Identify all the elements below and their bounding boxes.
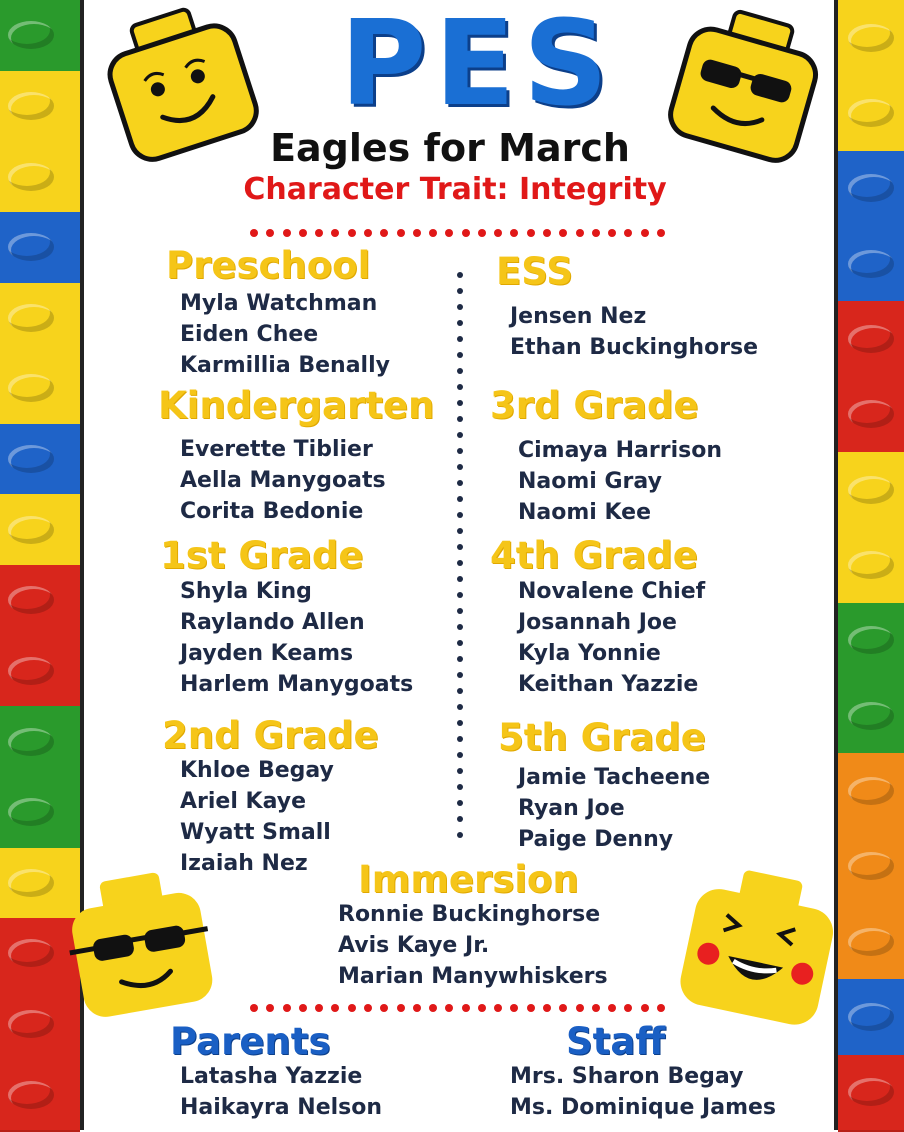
divider-dot <box>397 229 405 237</box>
lego-stud <box>8 1010 54 1038</box>
divider-dot <box>266 229 274 237</box>
divider-dot <box>624 1004 632 1012</box>
lego-stud <box>8 21 54 49</box>
divider-dot <box>576 1004 584 1012</box>
divider-dot <box>364 229 372 237</box>
divider-dot <box>543 1004 551 1012</box>
divider-dot <box>445 1004 453 1012</box>
student-name: Kyla Yonnie <box>518 641 661 666</box>
divider-dot <box>457 768 463 774</box>
divider-dot <box>494 1004 502 1012</box>
divider-dot <box>397 1004 405 1012</box>
divider-dot <box>592 1004 600 1012</box>
lego-stud <box>8 869 54 897</box>
divider-dot <box>457 416 463 422</box>
divider-dot <box>299 229 307 237</box>
top-dotted-divider <box>250 229 665 237</box>
divider-dot <box>457 816 463 822</box>
divider-dot <box>576 229 584 237</box>
lego-stud <box>848 325 894 353</box>
divider-dot <box>283 229 291 237</box>
student-name: Ethan Buckinghorse <box>510 335 759 360</box>
divider-dot <box>457 304 463 310</box>
lego-brick <box>838 0 904 77</box>
divider-dot <box>315 229 323 237</box>
staff-name: Mrs. Sharon Begay <box>510 1064 744 1089</box>
preschool-list <box>180 288 390 381</box>
lego-brick <box>838 603 904 680</box>
lego-brick <box>0 777 80 850</box>
divider-dot <box>457 592 463 598</box>
lego-brick <box>0 565 80 638</box>
lego-stud <box>8 1081 54 1109</box>
divider-dot <box>364 1004 372 1012</box>
character-trait: Character Trait: Integrity <box>243 172 667 207</box>
lego-brick <box>838 301 904 378</box>
student-name: Novalene Chief <box>518 579 706 604</box>
student-name: Shyla King <box>180 579 312 604</box>
divider-dot <box>462 229 470 237</box>
lego-brick <box>0 1059 80 1132</box>
lego-stud <box>8 445 54 473</box>
divider-dot <box>429 229 437 237</box>
divider-dot <box>429 1004 437 1012</box>
heading-2nd-grade: 2nd Grade <box>162 714 379 757</box>
lego-brick <box>0 494 80 567</box>
lego-brick <box>838 678 904 755</box>
divider-dot <box>457 736 463 742</box>
lego-brick <box>838 377 904 454</box>
divider-dot <box>457 272 463 278</box>
divider-dot <box>266 1004 274 1012</box>
lego-brick <box>0 283 80 356</box>
lego-stud <box>8 163 54 191</box>
student-name: Ryan Joe <box>518 796 625 821</box>
lego-brick <box>838 452 904 529</box>
heading-preschool: Preschool <box>166 244 371 287</box>
divider-dot <box>457 464 463 470</box>
staff-name: Ms. Dominique James <box>510 1095 777 1120</box>
student-name: Harlem Manygoats <box>180 672 414 697</box>
kindergarten-list <box>180 434 386 527</box>
divider-dot <box>457 576 463 582</box>
divider-dot <box>478 1004 486 1012</box>
student-name: Corita Bedonie <box>180 499 364 524</box>
student-name: Keithan Yazzie <box>518 672 699 697</box>
divider-dot <box>457 512 463 518</box>
divider-dot <box>657 1004 665 1012</box>
divider-dot <box>457 528 463 534</box>
divider-dot <box>445 229 453 237</box>
lego-stud <box>848 24 894 52</box>
divider-dot <box>348 1004 356 1012</box>
parent-name: Latasha Yazzie <box>180 1064 363 1089</box>
center-dotted-divider <box>457 272 463 842</box>
4th-grade-list <box>518 576 705 700</box>
divider-dot <box>510 1004 518 1012</box>
student-name: Naomi Kee <box>518 500 651 525</box>
student-name: Wyatt Small <box>180 820 331 845</box>
3rd-grade-list <box>518 435 722 528</box>
student-name: Khloe Begay <box>180 758 334 783</box>
lego-stud <box>8 304 54 332</box>
heading-immersion: Immersion <box>358 858 579 901</box>
student-name: Avis Kaye Jr. <box>338 933 490 958</box>
divider-dot <box>527 229 535 237</box>
lego-stud <box>848 1078 894 1106</box>
divider-dot <box>457 400 463 406</box>
divider-dot <box>331 1004 339 1012</box>
lego-brick <box>838 75 904 152</box>
lego-brick <box>838 753 904 830</box>
lego-stud <box>848 99 894 127</box>
lego-stud <box>848 702 894 730</box>
lego-brick <box>0 424 80 497</box>
lego-brick <box>0 636 80 709</box>
2nd-grade-list <box>180 755 334 879</box>
student-name: Ronnie Buckinghorse <box>338 902 601 927</box>
lego-brick <box>838 226 904 303</box>
lego-stud <box>848 551 894 579</box>
lego-brick <box>0 353 80 426</box>
divider-dot <box>457 752 463 758</box>
student-name: Aella Manygoats <box>180 468 386 493</box>
lego-stud <box>8 586 54 614</box>
student-name: Paige Denny <box>518 827 674 852</box>
divider-dot <box>457 288 463 294</box>
divider-dot <box>457 336 463 342</box>
lego-brick <box>838 527 904 604</box>
divider-dot <box>457 624 463 630</box>
divider-dot <box>457 448 463 454</box>
lego-stud <box>8 516 54 544</box>
divider-dot <box>380 229 388 237</box>
lego-brick <box>0 706 80 779</box>
divider-dot <box>457 672 463 678</box>
divider-dot <box>380 1004 388 1012</box>
divider-dot <box>457 640 463 646</box>
divider-dot <box>299 1004 307 1012</box>
lego-stud <box>848 928 894 956</box>
lego-brick <box>0 212 80 285</box>
lego-brick <box>0 141 80 214</box>
lego-stud <box>8 939 54 967</box>
student-name: Raylando Allen <box>180 610 365 635</box>
divider-dot <box>478 229 486 237</box>
divider-dot <box>457 352 463 358</box>
lego-stud <box>8 374 54 402</box>
school-name: PES <box>340 0 617 132</box>
divider-dot <box>457 784 463 790</box>
5th-grade-list <box>518 762 710 855</box>
student-name: Josannah Joe <box>518 610 677 635</box>
lego-brick <box>0 0 80 73</box>
divider-dot <box>608 229 616 237</box>
divider-dot <box>457 320 463 326</box>
divider-dot <box>624 229 632 237</box>
lego-stud <box>848 250 894 278</box>
lego-stud <box>848 400 894 428</box>
divider-dot <box>331 229 339 237</box>
lego-stud <box>8 728 54 756</box>
divider-dot <box>283 1004 291 1012</box>
divider-dot <box>457 832 463 838</box>
divider-dot <box>457 720 463 726</box>
divider-dot <box>315 1004 323 1012</box>
student-name: Naomi Gray <box>518 469 662 494</box>
student-name: Everette Tiblier <box>180 437 373 462</box>
divider-dot <box>494 229 502 237</box>
divider-dot <box>457 432 463 438</box>
lego-head-laughing-icon <box>668 866 848 1036</box>
ess-list <box>510 301 758 363</box>
divider-dot <box>543 229 551 237</box>
parent-name: Haikayra Nelson <box>180 1095 383 1120</box>
divider-dot <box>462 1004 470 1012</box>
lego-stud <box>848 476 894 504</box>
heading-5th-grade: 5th Grade <box>498 716 706 759</box>
divider-dot <box>457 704 463 710</box>
divider-dot <box>457 688 463 694</box>
staff-list <box>510 1061 776 1123</box>
parents-list <box>180 1061 382 1123</box>
heading-4th-grade: 4th Grade <box>490 534 698 577</box>
student-name: Myla Watchman <box>180 291 378 316</box>
divider-dot <box>510 229 518 237</box>
lego-stud <box>8 798 54 826</box>
heading-parents: Parents <box>170 1020 331 1063</box>
student-name: Karmillia Benally <box>180 353 390 378</box>
divider-dot <box>413 229 421 237</box>
divider-dot <box>457 496 463 502</box>
divider-dot <box>559 229 567 237</box>
divider-dot <box>250 1004 258 1012</box>
student-name: Ariel Kaye <box>180 789 307 814</box>
student-name: Jensen Nez <box>510 304 647 329</box>
divider-dot <box>559 1004 567 1012</box>
lego-stud <box>8 657 54 685</box>
divider-dot <box>413 1004 421 1012</box>
lego-head-sunglasses-icon <box>56 868 226 1028</box>
heading-ess: ESS <box>496 250 573 293</box>
divider-dot <box>608 1004 616 1012</box>
lego-stud <box>848 1003 894 1031</box>
student-name: Cimaya Harrison <box>518 438 722 463</box>
divider-dot <box>457 480 463 486</box>
heading-1st-grade: 1st Grade <box>160 534 364 577</box>
student-name: Izaiah Nez <box>180 851 308 876</box>
lego-stud <box>848 626 894 654</box>
lego-stud <box>8 92 54 120</box>
student-name: Marian Manywhiskers <box>338 964 608 989</box>
1st-grade-list <box>180 576 413 700</box>
divider-dot <box>348 229 356 237</box>
lego-stud <box>848 852 894 880</box>
student-name: Eiden Chee <box>180 322 319 347</box>
lego-brick <box>0 71 80 144</box>
divider-dot <box>457 384 463 390</box>
student-name: Jamie Tacheene <box>518 765 711 790</box>
divider-dot <box>457 368 463 374</box>
page-title: Eagles for March <box>270 126 630 170</box>
divider-dot <box>457 560 463 566</box>
divider-dot <box>457 656 463 662</box>
lego-stud <box>8 233 54 261</box>
immersion-list <box>338 899 608 992</box>
divider-dot <box>527 1004 535 1012</box>
heading-kindergarten: Kindergarten <box>158 384 435 427</box>
divider-dot <box>457 608 463 614</box>
divider-dot <box>250 229 258 237</box>
bottom-dotted-divider <box>250 1004 665 1012</box>
divider-dot <box>641 229 649 237</box>
divider-dot <box>457 544 463 550</box>
student-name: Jayden Keams <box>180 641 354 666</box>
divider-dot <box>592 229 600 237</box>
heading-3rd-grade: 3rd Grade <box>490 384 699 427</box>
heading-staff: Staff <box>566 1020 666 1063</box>
divider-dot <box>657 229 665 237</box>
lego-brick <box>838 151 904 228</box>
divider-dot <box>641 1004 649 1012</box>
lego-stud <box>848 174 894 202</box>
lego-brick <box>838 1055 904 1132</box>
lego-stud <box>848 777 894 805</box>
divider-dot <box>457 800 463 806</box>
